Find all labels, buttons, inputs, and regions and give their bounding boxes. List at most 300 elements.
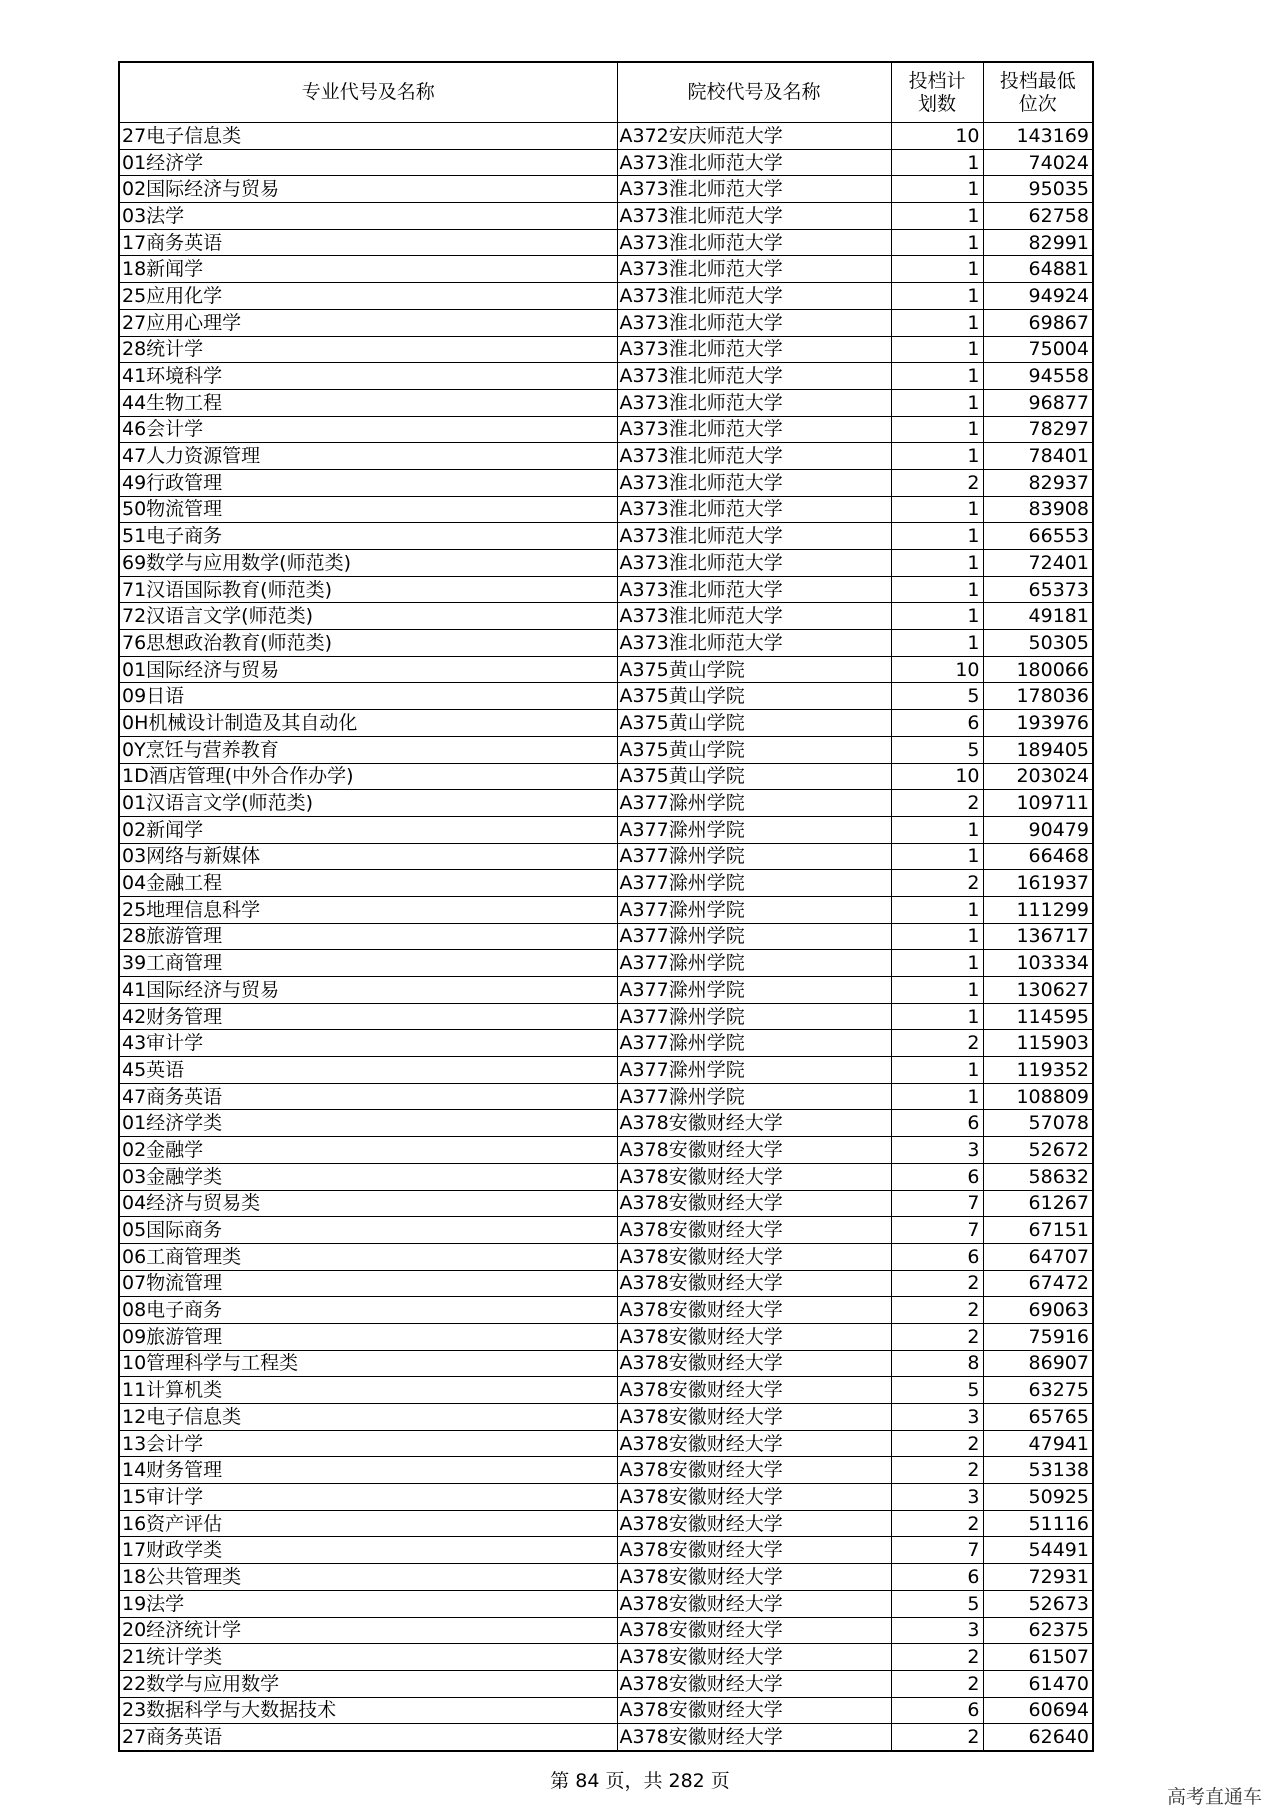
- cell-major: 02新闻学: [119, 816, 617, 843]
- table-row: [119, 1297, 1093, 1324]
- cell-min-rank: 62375: [983, 1617, 1093, 1644]
- table-row: [119, 1110, 1093, 1137]
- cell-plan-count: 1: [891, 203, 983, 230]
- cell-school: A377滁州学院: [617, 977, 891, 1004]
- cell-min-rank: 178036: [983, 683, 1093, 710]
- cell-major: 0H机械设计制造及其自动化: [119, 710, 617, 737]
- cell-plan-count: 2: [891, 469, 983, 496]
- table-row: [119, 656, 1093, 683]
- cell-plan-count: 1: [891, 816, 983, 843]
- cell-plan-count: 2: [891, 1430, 983, 1457]
- cell-plan-count: 1: [891, 896, 983, 923]
- cell-major: 45英语: [119, 1057, 617, 1084]
- table-row: [119, 1430, 1093, 1457]
- table-row: [119, 416, 1093, 443]
- cell-min-rank: 61267: [983, 1190, 1093, 1217]
- cell-plan-count: 1: [891, 977, 983, 1004]
- table-row: [119, 1644, 1093, 1671]
- cell-plan-count: 2: [891, 1457, 983, 1484]
- cell-school: A378安徽财经大学: [617, 1537, 891, 1564]
- cell-school: A373淮北师范大学: [617, 336, 891, 363]
- cell-school: A378安徽财经大学: [617, 1350, 891, 1377]
- cell-major: 15审计学: [119, 1484, 617, 1511]
- cell-school: A373淮北师范大学: [617, 496, 891, 523]
- cell-plan-count: 1: [891, 443, 983, 470]
- cell-plan-count: 1: [891, 1057, 983, 1084]
- table-row: [119, 1697, 1093, 1724]
- cell-school: A373淮北师范大学: [617, 630, 891, 657]
- table-row: [119, 1617, 1093, 1644]
- cell-min-rank: 180066: [983, 656, 1093, 683]
- cell-plan-count: 1: [891, 309, 983, 336]
- cell-major: 46会计学: [119, 416, 617, 443]
- table-row: [119, 1003, 1093, 1030]
- cell-school: A372安庆师范大学: [617, 123, 891, 150]
- cell-school: A373淮北师范大学: [617, 523, 891, 550]
- cell-school: A378安徽财经大学: [617, 1430, 891, 1457]
- cell-school: A377滁州学院: [617, 843, 891, 870]
- cell-min-rank: 72931: [983, 1564, 1093, 1591]
- cell-min-rank: 75916: [983, 1323, 1093, 1350]
- cell-school: A378安徽财经大学: [617, 1243, 891, 1270]
- cell-school: A378安徽财经大学: [617, 1377, 891, 1404]
- cell-school: A375黄山学院: [617, 736, 891, 763]
- cell-min-rank: 75004: [983, 336, 1093, 363]
- cell-school: A378安徽财经大学: [617, 1190, 891, 1217]
- table-row: [119, 283, 1093, 310]
- table-row: [119, 1270, 1093, 1297]
- cell-school: A373淮北师范大学: [617, 176, 891, 203]
- cell-school: A375黄山学院: [617, 656, 891, 683]
- cell-major: 72汉语言文学(师范类): [119, 603, 617, 630]
- cell-plan-count: 3: [891, 1484, 983, 1511]
- cell-min-rank: 67472: [983, 1270, 1093, 1297]
- cell-school: A377滁州学院: [617, 923, 891, 950]
- cell-plan-count: 6: [891, 1163, 983, 1190]
- cell-plan-count: 2: [891, 1670, 983, 1697]
- cell-min-rank: 69063: [983, 1297, 1093, 1324]
- cell-major: 44生物工程: [119, 389, 617, 416]
- cell-major: 47商务英语: [119, 1083, 617, 1110]
- cell-plan-count: 1: [891, 256, 983, 283]
- cell-plan-count: 2: [891, 1644, 983, 1671]
- cell-min-rank: 111299: [983, 896, 1093, 923]
- cell-major: 28统计学: [119, 336, 617, 363]
- cell-plan-count: 2: [891, 870, 983, 897]
- cell-major: 41国际经济与贸易: [119, 977, 617, 1004]
- cell-school: A375黄山学院: [617, 710, 891, 737]
- table-row: [119, 469, 1093, 496]
- table-row: [119, 1323, 1093, 1350]
- cell-school: A373淮北师范大学: [617, 416, 891, 443]
- cell-major: 1D酒店管理(中外合作办学): [119, 763, 617, 790]
- cell-school: A373淮北师范大学: [617, 149, 891, 176]
- cell-school: A373淮北师范大学: [617, 229, 891, 256]
- cell-major: 01国际经济与贸易: [119, 656, 617, 683]
- cell-min-rank: 193976: [983, 710, 1093, 737]
- table-row: [119, 1537, 1093, 1564]
- table-row: [119, 1083, 1093, 1110]
- cell-min-rank: 119352: [983, 1057, 1093, 1084]
- cell-school: A377滁州学院: [617, 950, 891, 977]
- cell-major: 13会计学: [119, 1430, 617, 1457]
- cell-major: 03法学: [119, 203, 617, 230]
- cell-min-rank: 90479: [983, 816, 1093, 843]
- table-row: [119, 123, 1093, 150]
- cell-min-rank: 64881: [983, 256, 1093, 283]
- cell-major: 71汉语国际教育(师范类): [119, 576, 617, 603]
- cell-school: A373淮北师范大学: [617, 309, 891, 336]
- cell-min-rank: 57078: [983, 1110, 1093, 1137]
- cell-school: A373淮北师范大学: [617, 443, 891, 470]
- cell-school: A378安徽财经大学: [617, 1323, 891, 1350]
- cell-major: 50物流管理: [119, 496, 617, 523]
- table-row: [119, 1243, 1093, 1270]
- cell-school: A378安徽财经大学: [617, 1617, 891, 1644]
- cell-school: A375黄山学院: [617, 763, 891, 790]
- cell-plan-count: 6: [891, 1110, 983, 1137]
- table-row: [119, 1057, 1093, 1084]
- cell-plan-count: 1: [891, 283, 983, 310]
- cell-plan-count: 10: [891, 656, 983, 683]
- cell-school: A378安徽财经大学: [617, 1697, 891, 1724]
- cell-school: A378安徽财经大学: [617, 1590, 891, 1617]
- table-row: [119, 176, 1093, 203]
- admission-table: [118, 61, 1094, 1752]
- cell-plan-count: 1: [891, 923, 983, 950]
- cell-school: A373淮北师范大学: [617, 363, 891, 390]
- header-plan-count: 投档计 划数: [891, 62, 983, 123]
- table-row: [119, 1377, 1093, 1404]
- cell-major: 27电子信息类: [119, 123, 617, 150]
- cell-major: 09旅游管理: [119, 1323, 617, 1350]
- cell-school: A378安徽财经大学: [617, 1404, 891, 1431]
- cell-plan-count: 2: [891, 790, 983, 817]
- cell-major: 21统计学类: [119, 1644, 617, 1671]
- cell-plan-count: 2: [891, 1270, 983, 1297]
- cell-major: 25应用化学: [119, 283, 617, 310]
- cell-plan-count: 5: [891, 683, 983, 710]
- cell-min-rank: 103334: [983, 950, 1093, 977]
- cell-plan-count: 1: [891, 336, 983, 363]
- cell-min-rank: 94924: [983, 283, 1093, 310]
- table-row: [119, 389, 1093, 416]
- cell-major: 23数据科学与大数据技术: [119, 1697, 617, 1724]
- cell-plan-count: 1: [891, 523, 983, 550]
- cell-plan-count: 5: [891, 1590, 983, 1617]
- cell-major: 18新闻学: [119, 256, 617, 283]
- cell-plan-count: 2: [891, 1030, 983, 1057]
- cell-major: 03网络与新媒体: [119, 843, 617, 870]
- cell-major: 69数学与应用数学(师范类): [119, 550, 617, 577]
- cell-min-rank: 95035: [983, 176, 1093, 203]
- cell-plan-count: 10: [891, 123, 983, 150]
- table-row: [119, 576, 1093, 603]
- cell-plan-count: 1: [891, 363, 983, 390]
- cell-major: 20经济统计学: [119, 1617, 617, 1644]
- header-row: [119, 62, 1093, 123]
- table-row: [119, 443, 1093, 470]
- cell-min-rank: 53138: [983, 1457, 1093, 1484]
- table-row: [119, 950, 1093, 977]
- cell-plan-count: 7: [891, 1537, 983, 1564]
- table-row: [119, 1457, 1093, 1484]
- cell-min-rank: 61470: [983, 1670, 1093, 1697]
- cell-min-rank: 94558: [983, 363, 1093, 390]
- cell-major: 27应用心理学: [119, 309, 617, 336]
- table-row: [119, 977, 1093, 1004]
- cell-min-rank: 78297: [983, 416, 1093, 443]
- cell-min-rank: 60694: [983, 1697, 1093, 1724]
- cell-min-rank: 50925: [983, 1484, 1093, 1511]
- cell-plan-count: 1: [891, 843, 983, 870]
- table-row: [119, 229, 1093, 256]
- cell-major: 51电子商务: [119, 523, 617, 550]
- table-row: [119, 1137, 1093, 1164]
- cell-school: A378安徽财经大学: [617, 1510, 891, 1537]
- table-row: [119, 763, 1093, 790]
- cell-school: A378安徽财经大学: [617, 1110, 891, 1137]
- table-row: [119, 1670, 1093, 1697]
- table-row: [119, 843, 1093, 870]
- cell-major: 07物流管理: [119, 1270, 617, 1297]
- cell-school: A373淮北师范大学: [617, 576, 891, 603]
- table-row: [119, 683, 1093, 710]
- cell-min-rank: 130627: [983, 977, 1093, 1004]
- table-row: [119, 203, 1093, 230]
- table-row: [119, 1190, 1093, 1217]
- cell-plan-count: 1: [891, 1003, 983, 1030]
- cell-school: A378安徽财经大学: [617, 1270, 891, 1297]
- header-school: 院校代号及名称: [617, 62, 891, 123]
- table-row: [119, 1510, 1093, 1537]
- cell-major: 08电子商务: [119, 1297, 617, 1324]
- cell-min-rank: 82991: [983, 229, 1093, 256]
- cell-plan-count: 1: [891, 576, 983, 603]
- cell-min-rank: 51116: [983, 1510, 1093, 1537]
- cell-school: A378安徽财经大学: [617, 1163, 891, 1190]
- cell-min-rank: 189405: [983, 736, 1093, 763]
- cell-major: 17商务英语: [119, 229, 617, 256]
- cell-plan-count: 1: [891, 603, 983, 630]
- table-row: [119, 336, 1093, 363]
- cell-major: 10管理科学与工程类: [119, 1350, 617, 1377]
- cell-plan-count: 2: [891, 1510, 983, 1537]
- cell-major: 22数学与应用数学: [119, 1670, 617, 1697]
- cell-school: A373淮北师范大学: [617, 550, 891, 577]
- cell-plan-count: 1: [891, 149, 983, 176]
- cell-major: 06工商管理类: [119, 1243, 617, 1270]
- table-row: [119, 256, 1093, 283]
- cell-school: A378安徽财经大学: [617, 1217, 891, 1244]
- cell-major: 01汉语言文学(师范类): [119, 790, 617, 817]
- cell-min-rank: 78401: [983, 443, 1093, 470]
- cell-school: A377滁州学院: [617, 870, 891, 897]
- cell-min-rank: 74024: [983, 149, 1093, 176]
- cell-plan-count: 1: [891, 176, 983, 203]
- cell-min-rank: 114595: [983, 1003, 1093, 1030]
- cell-min-rank: 66553: [983, 523, 1093, 550]
- cell-plan-count: 3: [891, 1404, 983, 1431]
- cell-major: 76思想政治教育(师范类): [119, 630, 617, 657]
- cell-plan-count: 1: [891, 950, 983, 977]
- cell-min-rank: 65373: [983, 576, 1093, 603]
- table-row: [119, 896, 1093, 923]
- cell-major: 14财务管理: [119, 1457, 617, 1484]
- cell-major: 18公共管理类: [119, 1564, 617, 1591]
- table-row: [119, 603, 1093, 630]
- cell-plan-count: 6: [891, 710, 983, 737]
- cell-min-rank: 63275: [983, 1377, 1093, 1404]
- cell-major: 16资产评估: [119, 1510, 617, 1537]
- cell-plan-count: 1: [891, 229, 983, 256]
- page-number: 第 84 页，共 282 页: [550, 1770, 730, 1792]
- cell-plan-count: 1: [891, 389, 983, 416]
- cell-major: 17财政学类: [119, 1537, 617, 1564]
- cell-major: 12电子信息类: [119, 1404, 617, 1431]
- cell-plan-count: 2: [891, 1323, 983, 1350]
- cell-school: A378安徽财经大学: [617, 1137, 891, 1164]
- cell-school: A373淮北师范大学: [617, 283, 891, 310]
- cell-min-rank: 115903: [983, 1030, 1093, 1057]
- cell-min-rank: 58632: [983, 1163, 1093, 1190]
- cell-school: A373淮北师范大学: [617, 256, 891, 283]
- cell-school: A377滁州学院: [617, 1057, 891, 1084]
- cell-min-rank: 65765: [983, 1404, 1093, 1431]
- cell-school: A377滁州学院: [617, 790, 891, 817]
- cell-min-rank: 61507: [983, 1644, 1093, 1671]
- cell-major: 0Y烹饪与营养教育: [119, 736, 617, 763]
- cell-plan-count: 7: [891, 1190, 983, 1217]
- table-row: [119, 1590, 1093, 1617]
- cell-school: A373淮北师范大学: [617, 203, 891, 230]
- cell-school: A373淮北师范大学: [617, 603, 891, 630]
- cell-school: A377滁州学院: [617, 1003, 891, 1030]
- table-row: [119, 309, 1093, 336]
- cell-plan-count: 1: [891, 1083, 983, 1110]
- header-min-rank: 投档最低 位次: [983, 62, 1093, 123]
- cell-plan-count: 8: [891, 1350, 983, 1377]
- cell-school: A377滁州学院: [617, 1030, 891, 1057]
- cell-school: A375黄山学院: [617, 683, 891, 710]
- cell-school: A377滁州学院: [617, 896, 891, 923]
- table-row: [119, 1564, 1093, 1591]
- cell-min-rank: 161937: [983, 870, 1093, 897]
- watermark-text: 高考直通车: [1166, 1786, 1262, 1808]
- cell-school: A378安徽财经大学: [617, 1457, 891, 1484]
- cell-plan-count: 5: [891, 1377, 983, 1404]
- cell-school: A378安徽财经大学: [617, 1297, 891, 1324]
- cell-school: A378安徽财经大学: [617, 1670, 891, 1697]
- table-row: [119, 790, 1093, 817]
- table-row: [119, 870, 1093, 897]
- cell-min-rank: 62758: [983, 203, 1093, 230]
- cell-min-rank: 82937: [983, 469, 1093, 496]
- cell-major: 04金融工程: [119, 870, 617, 897]
- cell-school: A377滁州学院: [617, 1083, 891, 1110]
- cell-plan-count: 3: [891, 1617, 983, 1644]
- cell-plan-count: 5: [891, 736, 983, 763]
- table-row: [119, 149, 1093, 176]
- cell-major: 11计算机类: [119, 1377, 617, 1404]
- cell-plan-count: 6: [891, 1564, 983, 1591]
- cell-school: A373淮北师范大学: [617, 469, 891, 496]
- cell-plan-count: 1: [891, 630, 983, 657]
- table-row: [119, 736, 1093, 763]
- table-row: [119, 1030, 1093, 1057]
- cell-min-rank: 109711: [983, 790, 1093, 817]
- cell-min-rank: 86907: [983, 1350, 1093, 1377]
- cell-min-rank: 72401: [983, 550, 1093, 577]
- cell-major: 19法学: [119, 1590, 617, 1617]
- table-row: [119, 363, 1093, 390]
- cell-major: 09日语: [119, 683, 617, 710]
- cell-major: 05国际商务: [119, 1217, 617, 1244]
- cell-major: 43审计学: [119, 1030, 617, 1057]
- cell-min-rank: 54491: [983, 1537, 1093, 1564]
- table-row: [119, 1350, 1093, 1377]
- cell-major: 28旅游管理: [119, 923, 617, 950]
- cell-min-rank: 108809: [983, 1083, 1093, 1110]
- cell-min-rank: 62640: [983, 1724, 1093, 1751]
- cell-school: A378安徽财经大学: [617, 1644, 891, 1671]
- cell-plan-count: 2: [891, 1724, 983, 1751]
- cell-major: 04经济与贸易类: [119, 1190, 617, 1217]
- cell-min-rank: 52673: [983, 1590, 1093, 1617]
- cell-school: A373淮北师范大学: [617, 389, 891, 416]
- table-row: [119, 923, 1093, 950]
- cell-major: 47人力资源管理: [119, 443, 617, 470]
- table-row: [119, 710, 1093, 737]
- cell-major: 02国际经济与贸易: [119, 176, 617, 203]
- cell-plan-count: 10: [891, 763, 983, 790]
- cell-major: 02金融学: [119, 1137, 617, 1164]
- table-row: [119, 496, 1093, 523]
- table-row: [119, 1724, 1093, 1751]
- cell-min-rank: 50305: [983, 630, 1093, 657]
- cell-major: 27商务英语: [119, 1724, 617, 1751]
- cell-major: 41环境科学: [119, 363, 617, 390]
- table-row: [119, 1217, 1093, 1244]
- header-major: 专业代号及名称: [119, 62, 617, 123]
- cell-plan-count: 7: [891, 1217, 983, 1244]
- cell-min-rank: 67151: [983, 1217, 1093, 1244]
- cell-major: 01经济学类: [119, 1110, 617, 1137]
- cell-min-rank: 66468: [983, 843, 1093, 870]
- table-row: [119, 816, 1093, 843]
- cell-major: 49行政管理: [119, 469, 617, 496]
- cell-min-rank: 47941: [983, 1430, 1093, 1457]
- cell-min-rank: 203024: [983, 763, 1093, 790]
- cell-min-rank: 96877: [983, 389, 1093, 416]
- cell-min-rank: 136717: [983, 923, 1093, 950]
- cell-plan-count: 6: [891, 1697, 983, 1724]
- cell-plan-count: 6: [891, 1243, 983, 1270]
- cell-min-rank: 69867: [983, 309, 1093, 336]
- cell-plan-count: 1: [891, 496, 983, 523]
- cell-major: 03金融学类: [119, 1163, 617, 1190]
- cell-major: 25地理信息科学: [119, 896, 617, 923]
- table-row: [119, 523, 1093, 550]
- cell-min-rank: 49181: [983, 603, 1093, 630]
- cell-min-rank: 64707: [983, 1243, 1093, 1270]
- table-row: [119, 550, 1093, 577]
- cell-school: A378安徽财经大学: [617, 1564, 891, 1591]
- cell-min-rank: 83908: [983, 496, 1093, 523]
- cell-school: A378安徽财经大学: [617, 1724, 891, 1751]
- table-row: [119, 1163, 1093, 1190]
- cell-school: A377滁州学院: [617, 816, 891, 843]
